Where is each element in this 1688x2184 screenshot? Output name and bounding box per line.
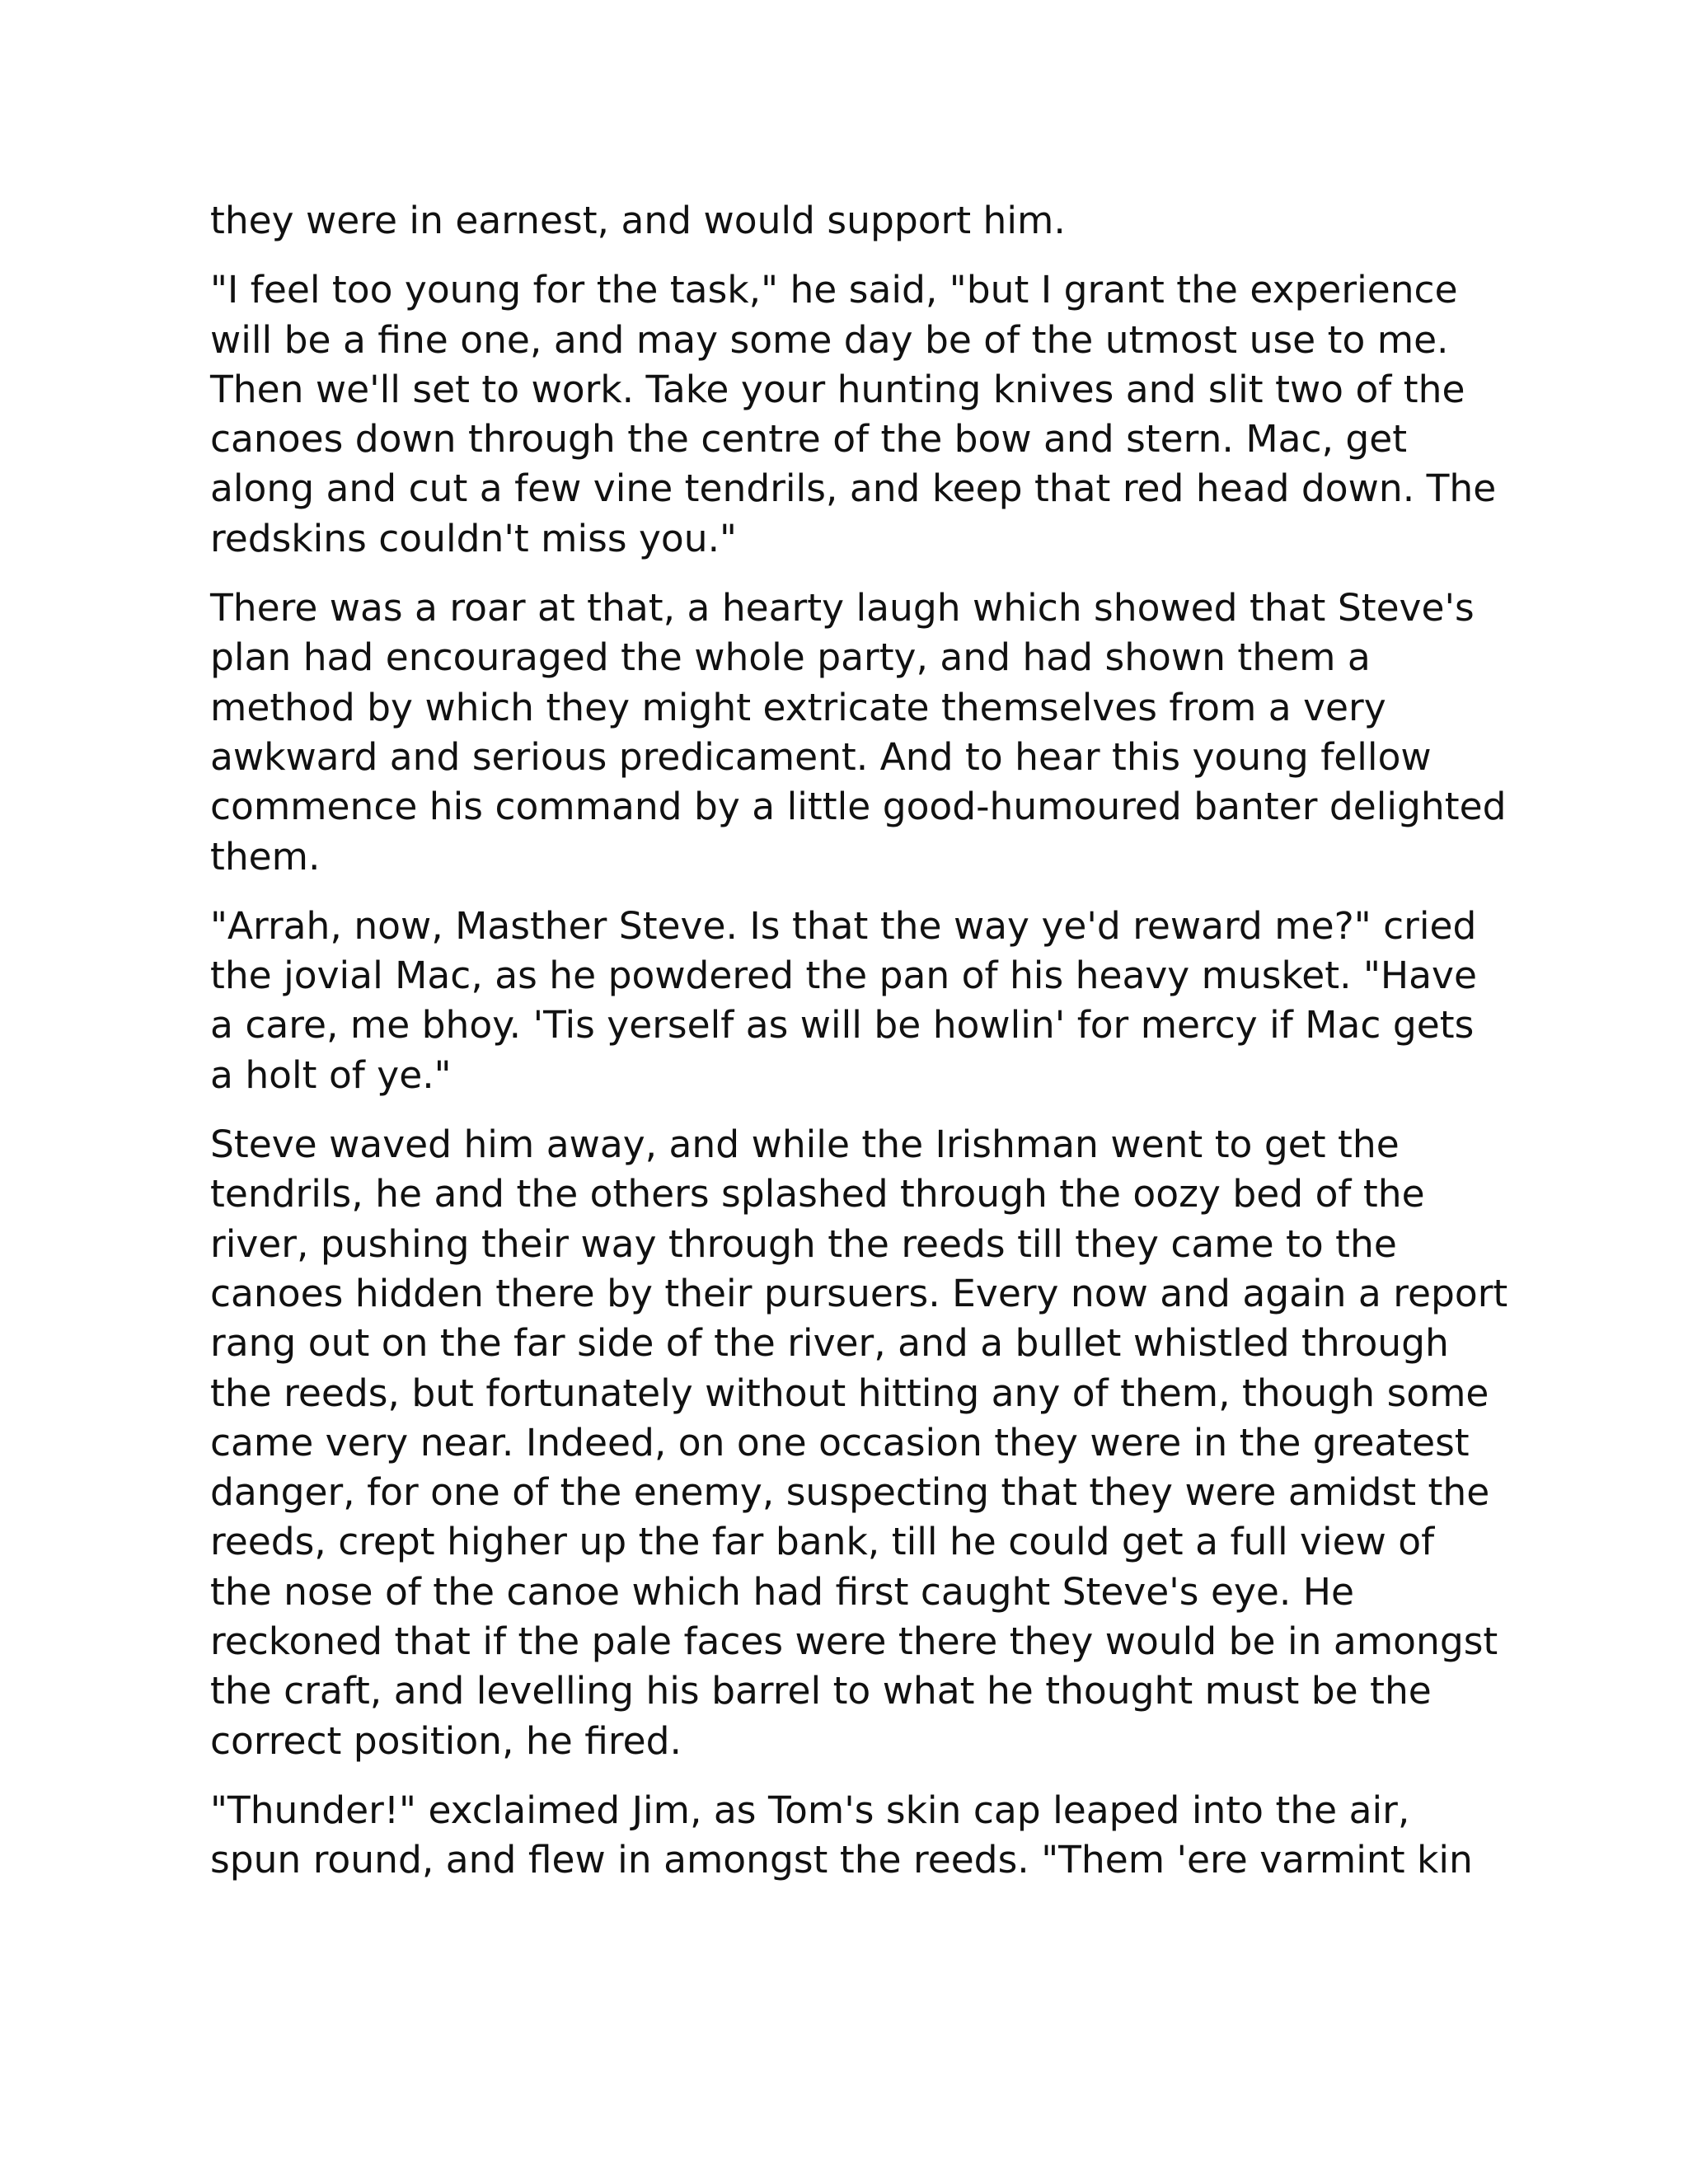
text-line: they were in earnest, and would support him. [210,199,1066,242]
text-line: commence his command by a little good-humoured banter delighted [210,785,1507,829]
text-line: "I feel too young for the task," he said, "but I grant the experience [210,268,1458,312]
text-line: There was a roar at that, a hearty laugh which showed that Steve's [210,586,1475,630]
text-line: tendrils, he and the others splashed through the oozy bed of the [210,1172,1425,1216]
text-line: "Thunder!" exclaimed Jim, as Tom's skin cap leaped into the air, [210,1788,1410,1832]
text-line: "Arrah, now, Masther Steve. Is that the way ye'd reward me?" cried [210,903,1477,948]
text-line: spun round, and flew in amongst the reeds. "Them 'ere varmint kin [210,1838,1473,1882]
paragraph [210,1786,1496,1886]
text-line: canoes down through the centre of the bow and stern. Mac, get [210,417,1408,462]
paragraph [210,196,1496,246]
text-line: method by which they might extricate themselves from a very [210,685,1386,729]
text-line: canoes hidden there by their pursuers. Every now and again a report [210,1271,1508,1315]
text-line: plan had encouraged the whole party, and had shown them a [210,635,1371,680]
paragraph [210,1120,1508,1766]
paragraph [210,902,1496,1100]
body-text [210,196,1508,1905]
text-line: the craft, and levelling his barrel to what he thought must be the [210,1669,1432,1713]
text-line: came very near. Indeed, on one occasion they were in the greatest [210,1420,1470,1465]
text-line: Steve waved him away, and while the Irishman went to get the [210,1122,1400,1167]
text-line: awkward and serious predicament. And to hear this young fellow [210,734,1432,779]
paragraph [210,583,1507,882]
text-line: redskins couldn't miss you." [210,516,737,560]
text-line: a care, me bhoy. 'Tis yerself as will be howlin' for mercy if Mac gets [210,1003,1475,1047]
text-line: the reeds, but fortunately without hitting any of them, though some [210,1371,1489,1415]
text-line: will be a fine one, and may some day be of the utmost use to me. [210,317,1449,362]
text-line: the jovial Mac, as he powdered the pan of his heavy musket. "Have [210,954,1477,998]
text-line: reeds, crept higher up the far bank, till he could get a full view of [210,1520,1435,1564]
text-line: along and cut a few vine tendrils, and keep that red head down. The [210,466,1497,511]
text-line: danger, for one of the enemy, suspecting that they were amidst the [210,1470,1490,1515]
text-line: Then we'll set to work. Take your hunting knives and slit two of the [210,367,1465,411]
text-line: river, pushing their way through the reeds till they came to the [210,1221,1397,1266]
text-line: a holt of ye." [210,1052,452,1097]
text-line: rang out on the far side of the river, and a bullet whistled through [210,1321,1449,1366]
text-line: the nose of the canoe which had first caught Steve's eye. He [210,1569,1355,1614]
paragraph [210,265,1496,564]
text-line: reckoned that if the pale faces were there they would be in amongst [210,1619,1498,1664]
text-line: correct position, he fired. [210,1718,682,1763]
text-line: them. [210,834,321,879]
